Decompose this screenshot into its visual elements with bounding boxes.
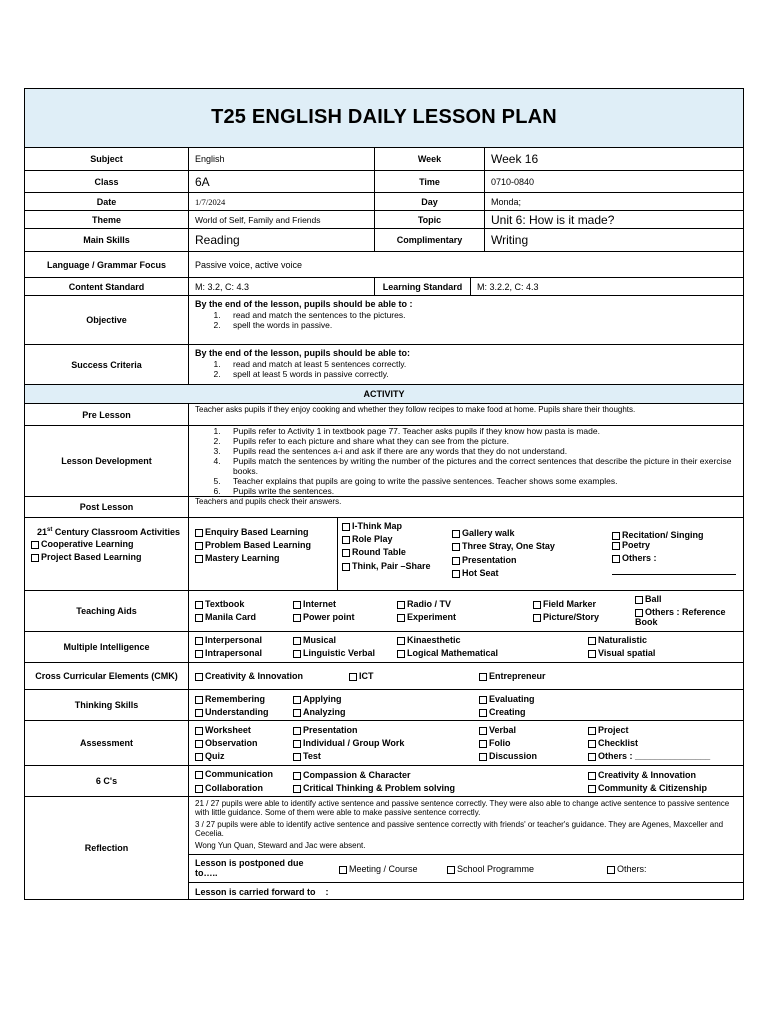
- option-i-think-map[interactable]: I-Think Map: [342, 521, 402, 531]
- option-creating[interactable]: Creating: [479, 707, 526, 717]
- option-logical-mathematical[interactable]: Logical Mathematical: [397, 648, 498, 658]
- date-value: 1/7/2024: [189, 193, 375, 210]
- option-field-marker[interactable]: Field Marker: [533, 599, 596, 609]
- row-multiple-intelligence: [24, 632, 744, 663]
- checkbox-icon[interactable]: [452, 570, 460, 578]
- header-banner: [24, 88, 744, 148]
- development-item: 1. Pupils refer to Activity 1 in textbook page 77. Teacher asks pupils if they know how pasta is made.: [223, 426, 737, 436]
- row-class: [24, 171, 744, 193]
- row-development: [24, 426, 744, 497]
- option-hot-seat[interactable]: Hot Seat: [452, 568, 499, 578]
- post-lesson-text: Teachers and pupils check their answers.: [195, 497, 342, 506]
- checkbox-icon[interactable]: [612, 532, 620, 540]
- option-creativity-innovation[interactable]: Creativity & Innovation: [195, 671, 303, 681]
- checkbox-icon[interactable]: [588, 772, 596, 780]
- century-label: 21st Century Classroom Activities: [37, 527, 181, 537]
- option-school-programme[interactable]: School Programme: [447, 864, 534, 874]
- option-musical[interactable]: Musical: [293, 635, 336, 645]
- option-textbook[interactable]: Textbook: [195, 599, 244, 609]
- success-criteria-content: [189, 345, 743, 384]
- checkbox-icon[interactable]: [195, 555, 203, 563]
- six-cs-label: 6 C's: [25, 766, 189, 796]
- checkbox-icon[interactable]: [195, 753, 203, 761]
- learning-standard-value: M: 3.2.2, C: 4.3: [477, 281, 539, 292]
- checkbox-icon[interactable]: [452, 557, 460, 565]
- multiple-intelligence-label: Multiple Intelligence: [25, 632, 189, 662]
- thinking-skills-options: [189, 690, 743, 720]
- option-critical-thinking[interactable]: Critical Thinking & Problem solving: [293, 783, 455, 793]
- row-activity: [24, 385, 744, 404]
- century-label-cell: [25, 518, 189, 590]
- checkbox-icon[interactable]: [293, 637, 301, 645]
- complimentary-label: Complimentary: [375, 229, 485, 251]
- checkbox-icon[interactable]: [342, 549, 350, 557]
- option-test[interactable]: Test: [293, 751, 321, 761]
- checkbox-icon[interactable]: [479, 673, 487, 681]
- checkbox-icon[interactable]: [479, 740, 487, 748]
- checkbox-icon[interactable]: [588, 785, 596, 793]
- option-others-postponed[interactable]: Others:: [607, 864, 647, 874]
- development-item: 5. Teacher explains that pupils are going to write the passive sentences. Teacher shows some examples.: [223, 476, 737, 486]
- checkbox-icon[interactable]: [293, 753, 301, 761]
- reflection-paragraph: 21 / 27 pupils were able to identify active sentence and passive sentence correctly. They were also able to change active sentence to passive sentence with little guidance. Some of them were able to make passive sentence correctly.: [195, 799, 730, 817]
- option-quiz[interactable]: Quiz: [195, 751, 225, 761]
- century-col2: [189, 518, 338, 590]
- subject-value: English: [189, 148, 375, 170]
- option-project-based-learning[interactable]: Project Based Learning: [31, 552, 142, 562]
- option-power-point[interactable]: Power point: [293, 612, 355, 622]
- checkbox-icon[interactable]: [533, 614, 541, 622]
- row-skills: [24, 229, 744, 252]
- content-standard-value: M: 3.2, C: 4.3: [189, 278, 375, 295]
- day-value: Monda;: [491, 196, 522, 207]
- thinking-skills-label: Thinking Skills: [25, 690, 189, 720]
- assessment-label: Assessment: [25, 721, 189, 765]
- checkbox-icon[interactable]: [588, 637, 596, 645]
- success-criteria-label: Success Criteria: [25, 345, 189, 384]
- option-presentation[interactable]: Presentation: [452, 555, 517, 565]
- option-project[interactable]: Project: [588, 725, 629, 735]
- checkbox-icon[interactable]: [397, 650, 405, 658]
- reflection-content: [189, 797, 743, 899]
- option-remembering[interactable]: Remembering: [195, 694, 265, 704]
- week-value: Week 16: [491, 152, 539, 166]
- checkbox-icon[interactable]: [397, 637, 405, 645]
- others-blank-line: [612, 574, 736, 575]
- checkbox-icon[interactable]: [479, 709, 487, 717]
- checkbox-icon[interactable]: [31, 541, 39, 549]
- option-community-citizenship[interactable]: Community & Citizenship: [588, 783, 707, 793]
- complimentary-value: Writing: [491, 233, 529, 247]
- checkbox-icon[interactable]: [195, 696, 203, 704]
- class-value: 6A: [189, 171, 375, 192]
- row-reflection: [24, 797, 744, 900]
- development-list: [223, 426, 737, 496]
- row-teaching-aids: [24, 591, 744, 632]
- checkbox-icon[interactable]: [293, 614, 301, 622]
- row-objective: [24, 296, 744, 345]
- carried-forward-label: Lesson is carried forward to :: [195, 887, 329, 897]
- option-applying[interactable]: Applying: [293, 694, 342, 704]
- checkbox-icon[interactable]: [588, 650, 596, 658]
- option-cooperative-learning[interactable]: Cooperative Learning: [31, 539, 134, 549]
- option-discussion[interactable]: Discussion: [479, 751, 537, 761]
- checkbox-icon[interactable]: [479, 696, 487, 704]
- checkbox-icon[interactable]: [479, 753, 487, 761]
- checkbox-icon[interactable]: [195, 650, 203, 658]
- row-assessment: [24, 721, 744, 766]
- checkbox-icon[interactable]: [342, 536, 350, 544]
- option-meeting-course[interactable]: Meeting / Course: [339, 864, 418, 874]
- option-understanding[interactable]: Understanding: [195, 707, 269, 717]
- checkbox-icon[interactable]: [195, 614, 203, 622]
- development-item: 4. Pupils match the sentences by writing the number of the pictures and the correct sentences that describe the picture in their exercise books.: [223, 456, 737, 476]
- option-visual-spatial[interactable]: Visual spatial: [588, 648, 655, 658]
- teaching-aids-options: [189, 591, 743, 631]
- option-think-pair-share[interactable]: Think, Pair –Share: [342, 561, 431, 571]
- time-label: Time: [375, 171, 485, 192]
- option-internet[interactable]: Internet: [293, 599, 336, 609]
- checkbox-icon[interactable]: [635, 596, 643, 604]
- checkbox-icon[interactable]: [342, 563, 350, 571]
- option-poetry[interactable]: Poetry: [612, 540, 650, 550]
- objective-item: 2. spell the words in passive.: [223, 320, 405, 330]
- century-options-area: [338, 518, 743, 590]
- cmk-label: Cross Curricular Elements (CMK): [25, 663, 189, 689]
- option-entrepreneur[interactable]: Entrepreneur: [479, 671, 546, 681]
- option-manila-card[interactable]: Manila Card: [195, 612, 256, 622]
- checkbox-icon[interactable]: [195, 673, 203, 681]
- checkbox-icon[interactable]: [195, 637, 203, 645]
- option-collaboration[interactable]: Collaboration: [195, 783, 263, 793]
- checkbox-icon[interactable]: [635, 609, 643, 617]
- objective-content: [189, 296, 743, 344]
- option-verbal[interactable]: Verbal: [479, 725, 516, 735]
- main-skills-label: Main Skills: [25, 229, 189, 251]
- checkbox-icon[interactable]: [588, 753, 596, 761]
- option-creativity-innovation-6c[interactable]: Creativity & Innovation: [588, 770, 696, 780]
- carried-forward-row: [189, 883, 743, 899]
- option-others[interactable]: Others :: [612, 553, 657, 563]
- objective-list: [223, 310, 405, 330]
- lesson-development-label: Lesson Development: [25, 426, 189, 496]
- objective-item: 1. read and match the sentences to the pictures.: [223, 310, 405, 320]
- option-ball[interactable]: Ball: [635, 594, 662, 604]
- option-problem-based-learning[interactable]: Problem Based Learning: [195, 540, 311, 550]
- option-experiment[interactable]: Experiment: [397, 612, 456, 622]
- subject-label: Subject: [25, 148, 189, 170]
- page-title: T25 ENGLISH DAILY LESSON PLAN: [211, 106, 557, 128]
- checkbox-icon[interactable]: [195, 785, 203, 793]
- success-item: 2. spell at least 5 words in passive correctly.: [223, 369, 406, 379]
- option-intrapersonal[interactable]: Intrapersonal: [195, 648, 262, 658]
- checkbox-icon[interactable]: [452, 543, 460, 551]
- option-others-reference[interactable]: Others : Reference Book: [635, 607, 726, 627]
- time-value: 0710-0840: [491, 176, 535, 187]
- success-intro: By the end of the lesson, pupils should be able to:: [195, 348, 411, 358]
- reflection-label: Reflection: [25, 797, 189, 899]
- teaching-aids-label: Teaching Aids: [25, 591, 189, 631]
- checkbox-icon[interactable]: [195, 771, 203, 779]
- reflection-notes: [189, 797, 743, 855]
- option-round-table[interactable]: Round Table: [342, 547, 406, 557]
- option-role-play[interactable]: Role Play: [342, 534, 393, 544]
- option-three-stray[interactable]: Three Stray, One Stay: [452, 541, 555, 551]
- option-communication[interactable]: Communication: [195, 769, 273, 779]
- checkbox-icon[interactable]: [397, 614, 405, 622]
- week-label: Week: [375, 148, 485, 170]
- checkbox-icon[interactable]: [612, 555, 620, 563]
- option-radio-tv[interactable]: Radio / TV: [397, 599, 451, 609]
- multiple-intelligence-options: [189, 632, 743, 662]
- checkbox-icon[interactable]: [31, 554, 39, 562]
- checkbox-icon[interactable]: [293, 709, 301, 717]
- objective-label: Objective: [25, 296, 189, 344]
- checkbox-icon[interactable]: [447, 866, 455, 874]
- development-item: 6. Pupils write the sentences.: [223, 486, 737, 496]
- checkbox-icon[interactable]: [195, 740, 203, 748]
- option-recitation-singing[interactable]: Recitation/ Singing: [612, 530, 704, 540]
- lesson-plan-sheet: [24, 88, 744, 900]
- checkbox-icon[interactable]: [195, 529, 203, 537]
- checkbox-icon[interactable]: [195, 709, 203, 717]
- checkbox-icon[interactable]: [533, 601, 541, 609]
- checkbox-icon[interactable]: [342, 523, 350, 531]
- checkbox-icon[interactable]: [607, 866, 615, 874]
- checkbox-icon[interactable]: [479, 727, 487, 735]
- postponed-row: [189, 855, 743, 883]
- activity-heading: ACTIVITY: [25, 385, 743, 403]
- lesson-development-content: [189, 426, 743, 496]
- checkbox-icon[interactable]: [293, 601, 301, 609]
- checkbox-icon[interactable]: [195, 727, 203, 735]
- row-standard: [24, 278, 744, 296]
- checkbox-icon[interactable]: [293, 696, 301, 704]
- content-standard-label: Content Standard: [25, 278, 189, 295]
- option-gallery-walk[interactable]: Gallery walk: [452, 528, 515, 538]
- row-cmk: [24, 663, 744, 690]
- checkbox-icon[interactable]: [195, 601, 203, 609]
- checkbox-icon[interactable]: [452, 530, 460, 538]
- option-enquiry-based-learning[interactable]: Enquiry Based Learning: [195, 527, 309, 537]
- development-item: 3. Pupils read the sentences a-i and ask if there are any words that they do not understand.: [223, 446, 737, 456]
- development-item: 2. Pupils refer to each picture and share what they can see from the picture.: [223, 436, 737, 446]
- option-checklist[interactable]: Checklist: [588, 738, 638, 748]
- option-evaluating[interactable]: Evaluating: [479, 694, 535, 704]
- row-date: [24, 193, 744, 211]
- date-label: Date: [25, 193, 189, 210]
- main-skills-value: Reading: [189, 229, 375, 251]
- row-21st-century: [24, 518, 744, 591]
- success-item: 1. read and match at least 5 sentences correctly.: [223, 359, 406, 369]
- pre-lesson-text: Teacher asks pupils if they enjoy cooking and whether they follow recipes to make food at home. Pupils share their thoughts.: [195, 405, 636, 414]
- option-worksheet[interactable]: Worksheet: [195, 725, 251, 735]
- row-pre-lesson: [24, 404, 744, 426]
- checkbox-icon[interactable]: [293, 740, 301, 748]
- six-cs-options: [189, 766, 743, 796]
- topic-value: Unit 6: How is it made?: [491, 212, 615, 227]
- checkbox-icon[interactable]: [397, 601, 405, 609]
- learning-standard-label: Learning Standard: [375, 278, 471, 295]
- row-theme: [24, 211, 744, 229]
- checkbox-icon[interactable]: [293, 772, 301, 780]
- post-lesson-label: Post Lesson: [25, 497, 189, 517]
- checkbox-icon[interactable]: [588, 727, 596, 735]
- theme-label: Theme: [25, 211, 189, 228]
- option-interpersonal[interactable]: Interpersonal: [195, 635, 262, 645]
- option-compassion-character[interactable]: Compassion & Character: [293, 770, 411, 780]
- theme-value: World of Self, Family and Friends: [189, 211, 375, 228]
- day-label: Day: [375, 193, 485, 210]
- option-naturalistic[interactable]: Naturalistic: [588, 635, 647, 645]
- option-analyzing[interactable]: Analyzing: [293, 707, 346, 717]
- option-ict[interactable]: ICT: [349, 671, 374, 681]
- checkbox-icon[interactable]: [339, 866, 347, 874]
- checkbox-icon[interactable]: [293, 785, 301, 793]
- checkbox-icon[interactable]: [195, 542, 203, 550]
- option-mastery-learning[interactable]: Mastery Learning: [195, 553, 280, 563]
- objective-intro: By the end of the lesson, pupils should be able to :: [195, 299, 413, 309]
- class-label: Class: [25, 171, 189, 192]
- row-language: [24, 252, 744, 278]
- option-folio[interactable]: Folio: [479, 738, 511, 748]
- option-individual-group-work[interactable]: Individual / Group Work: [293, 738, 404, 748]
- row-subject: [24, 148, 744, 171]
- success-list: [223, 359, 406, 379]
- row-post-lesson: [24, 497, 744, 518]
- language-label: Language / Grammar Focus: [25, 252, 189, 277]
- row-6cs: [24, 766, 744, 797]
- checkbox-icon[interactable]: [588, 740, 596, 748]
- option-kinaesthetic[interactable]: Kinaesthetic: [397, 635, 461, 645]
- row-thinking-skills: [24, 690, 744, 721]
- reflection-paragraph: 3 / 27 pupils were able to identify active sentence and passive sentence correctly with friends' or teacher's guidance. They are Agenes, Maxceller and Cecelia.: [195, 820, 724, 838]
- postponed-label: Lesson is postponed due to…..: [195, 858, 304, 878]
- option-picture-story[interactable]: Picture/Story: [533, 612, 599, 622]
- pre-lesson-label: Pre Lesson: [25, 404, 189, 425]
- checkbox-icon[interactable]: [349, 673, 357, 681]
- assessment-options: [189, 721, 743, 765]
- checkbox-icon[interactable]: [293, 650, 301, 658]
- row-success: [24, 345, 744, 385]
- option-linguistic-verbal[interactable]: Linguistic Verbal: [293, 648, 375, 658]
- language-value: Passive voice, active voice: [195, 259, 303, 270]
- cmk-options: [189, 663, 743, 689]
- reflection-paragraph: Wong Yun Quan, Steward and Jac were absent.: [195, 841, 366, 850]
- topic-label: Topic: [375, 211, 485, 228]
- checkbox-icon[interactable]: [612, 542, 620, 550]
- option-observation[interactable]: Observation: [195, 738, 258, 748]
- option-others-assess[interactable]: Others : _______________: [588, 751, 710, 761]
- checkbox-icon[interactable]: [293, 727, 301, 735]
- option-presentation-assess[interactable]: Presentation: [293, 725, 358, 735]
